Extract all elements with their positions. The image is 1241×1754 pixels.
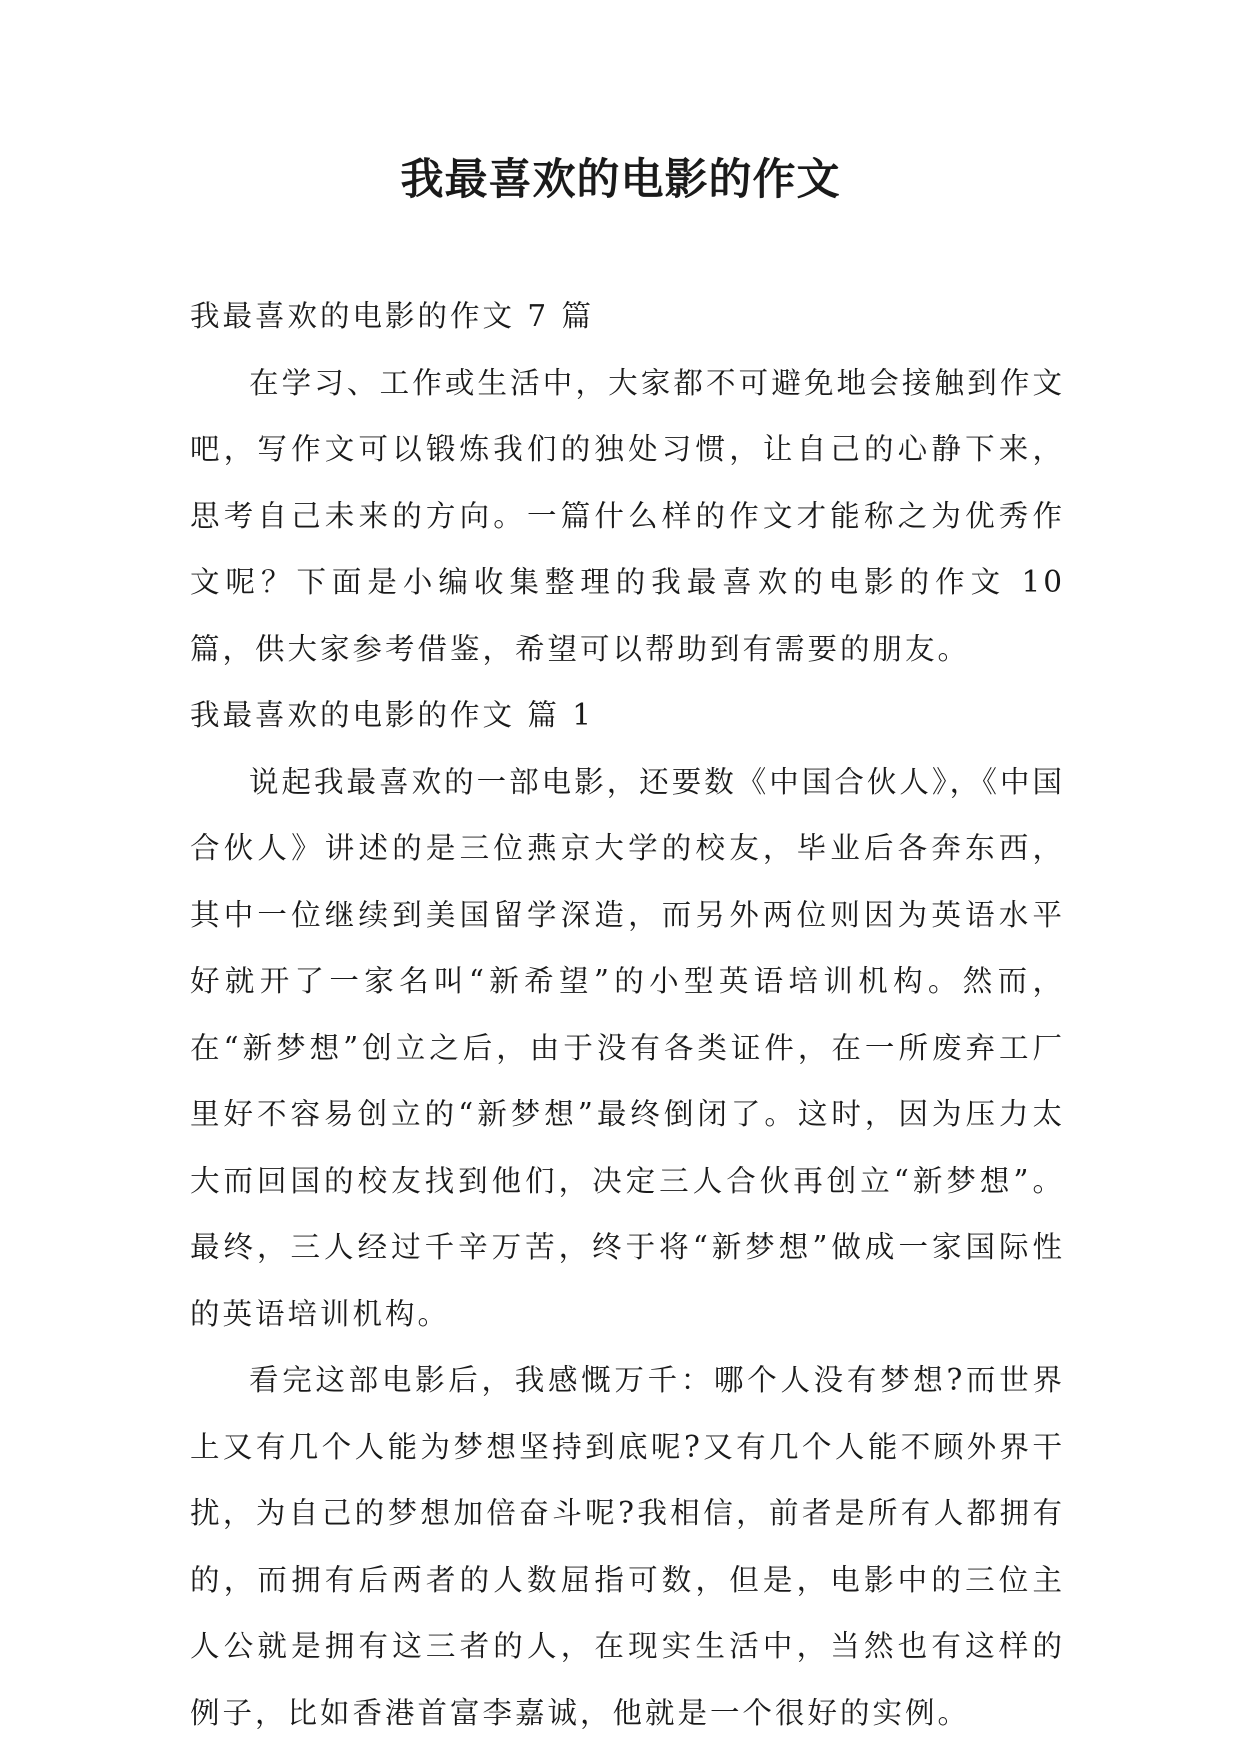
document-subtitle: 我最喜欢的电影的作文 7 篇	[190, 299, 595, 333]
document-body	[190, 283, 1065, 1746]
intro-paragraph: 在学习、工作或生活中，大家都不可避免地会接触到作文吧，写作文可以锻炼我们的独处习惯，让自己的心静下来，思考自己未来的方向。一篇什么样的作文才能称之为优秀作文呢？下面是小编收集整理的我最喜欢的电影的作文 10 篇，供大家参考借鉴，希望可以帮助到有需要的朋友。	[190, 365, 1065, 666]
body-paragraph-1: 说起我最喜欢的一部电影，还要数《中国合伙人》，《中国合伙人》讲述的是三位燕京大学的校友，毕业后各奔东西，其中一位继续到美国留学深造，而另外两位则因为英语水平好就开了一家名叫“新希望”的小型英语培训机构。然而，在“新梦想”创立之后，由于没有各类证件，在一所废弃工厂里好不容易创立的“新梦想”最终倒闭了。这时，因为压力太大而回国的校友找到他们，决定三人合伙再创立“新梦想”。最终，三人经过千辛万苦，终于将“新梦想”做成一家国际性的英语培训机构。	[190, 764, 1065, 1331]
document-title: 我最喜欢的电影的作文	[400, 155, 841, 205]
body-paragraph-2: 看完这部电影后，我感慨万千：哪个人没有梦想?而世界上又有几个人能为梦想坚持到底呢?又有几个人能不顾外界干扰，为自己的梦想加倍奋斗呢?我相信，前者是所有人都拥有的，而拥有后两者的人数屈指可数，但是，电影中的三位主人公就是拥有这三者的人，在现实生活中，当然也有这样的例子，比如香港首富李嘉诚，他就是一个很好的实例。	[190, 1363, 1065, 1730]
section-heading: 我最喜欢的电影的作文 篇 1	[190, 698, 595, 732]
